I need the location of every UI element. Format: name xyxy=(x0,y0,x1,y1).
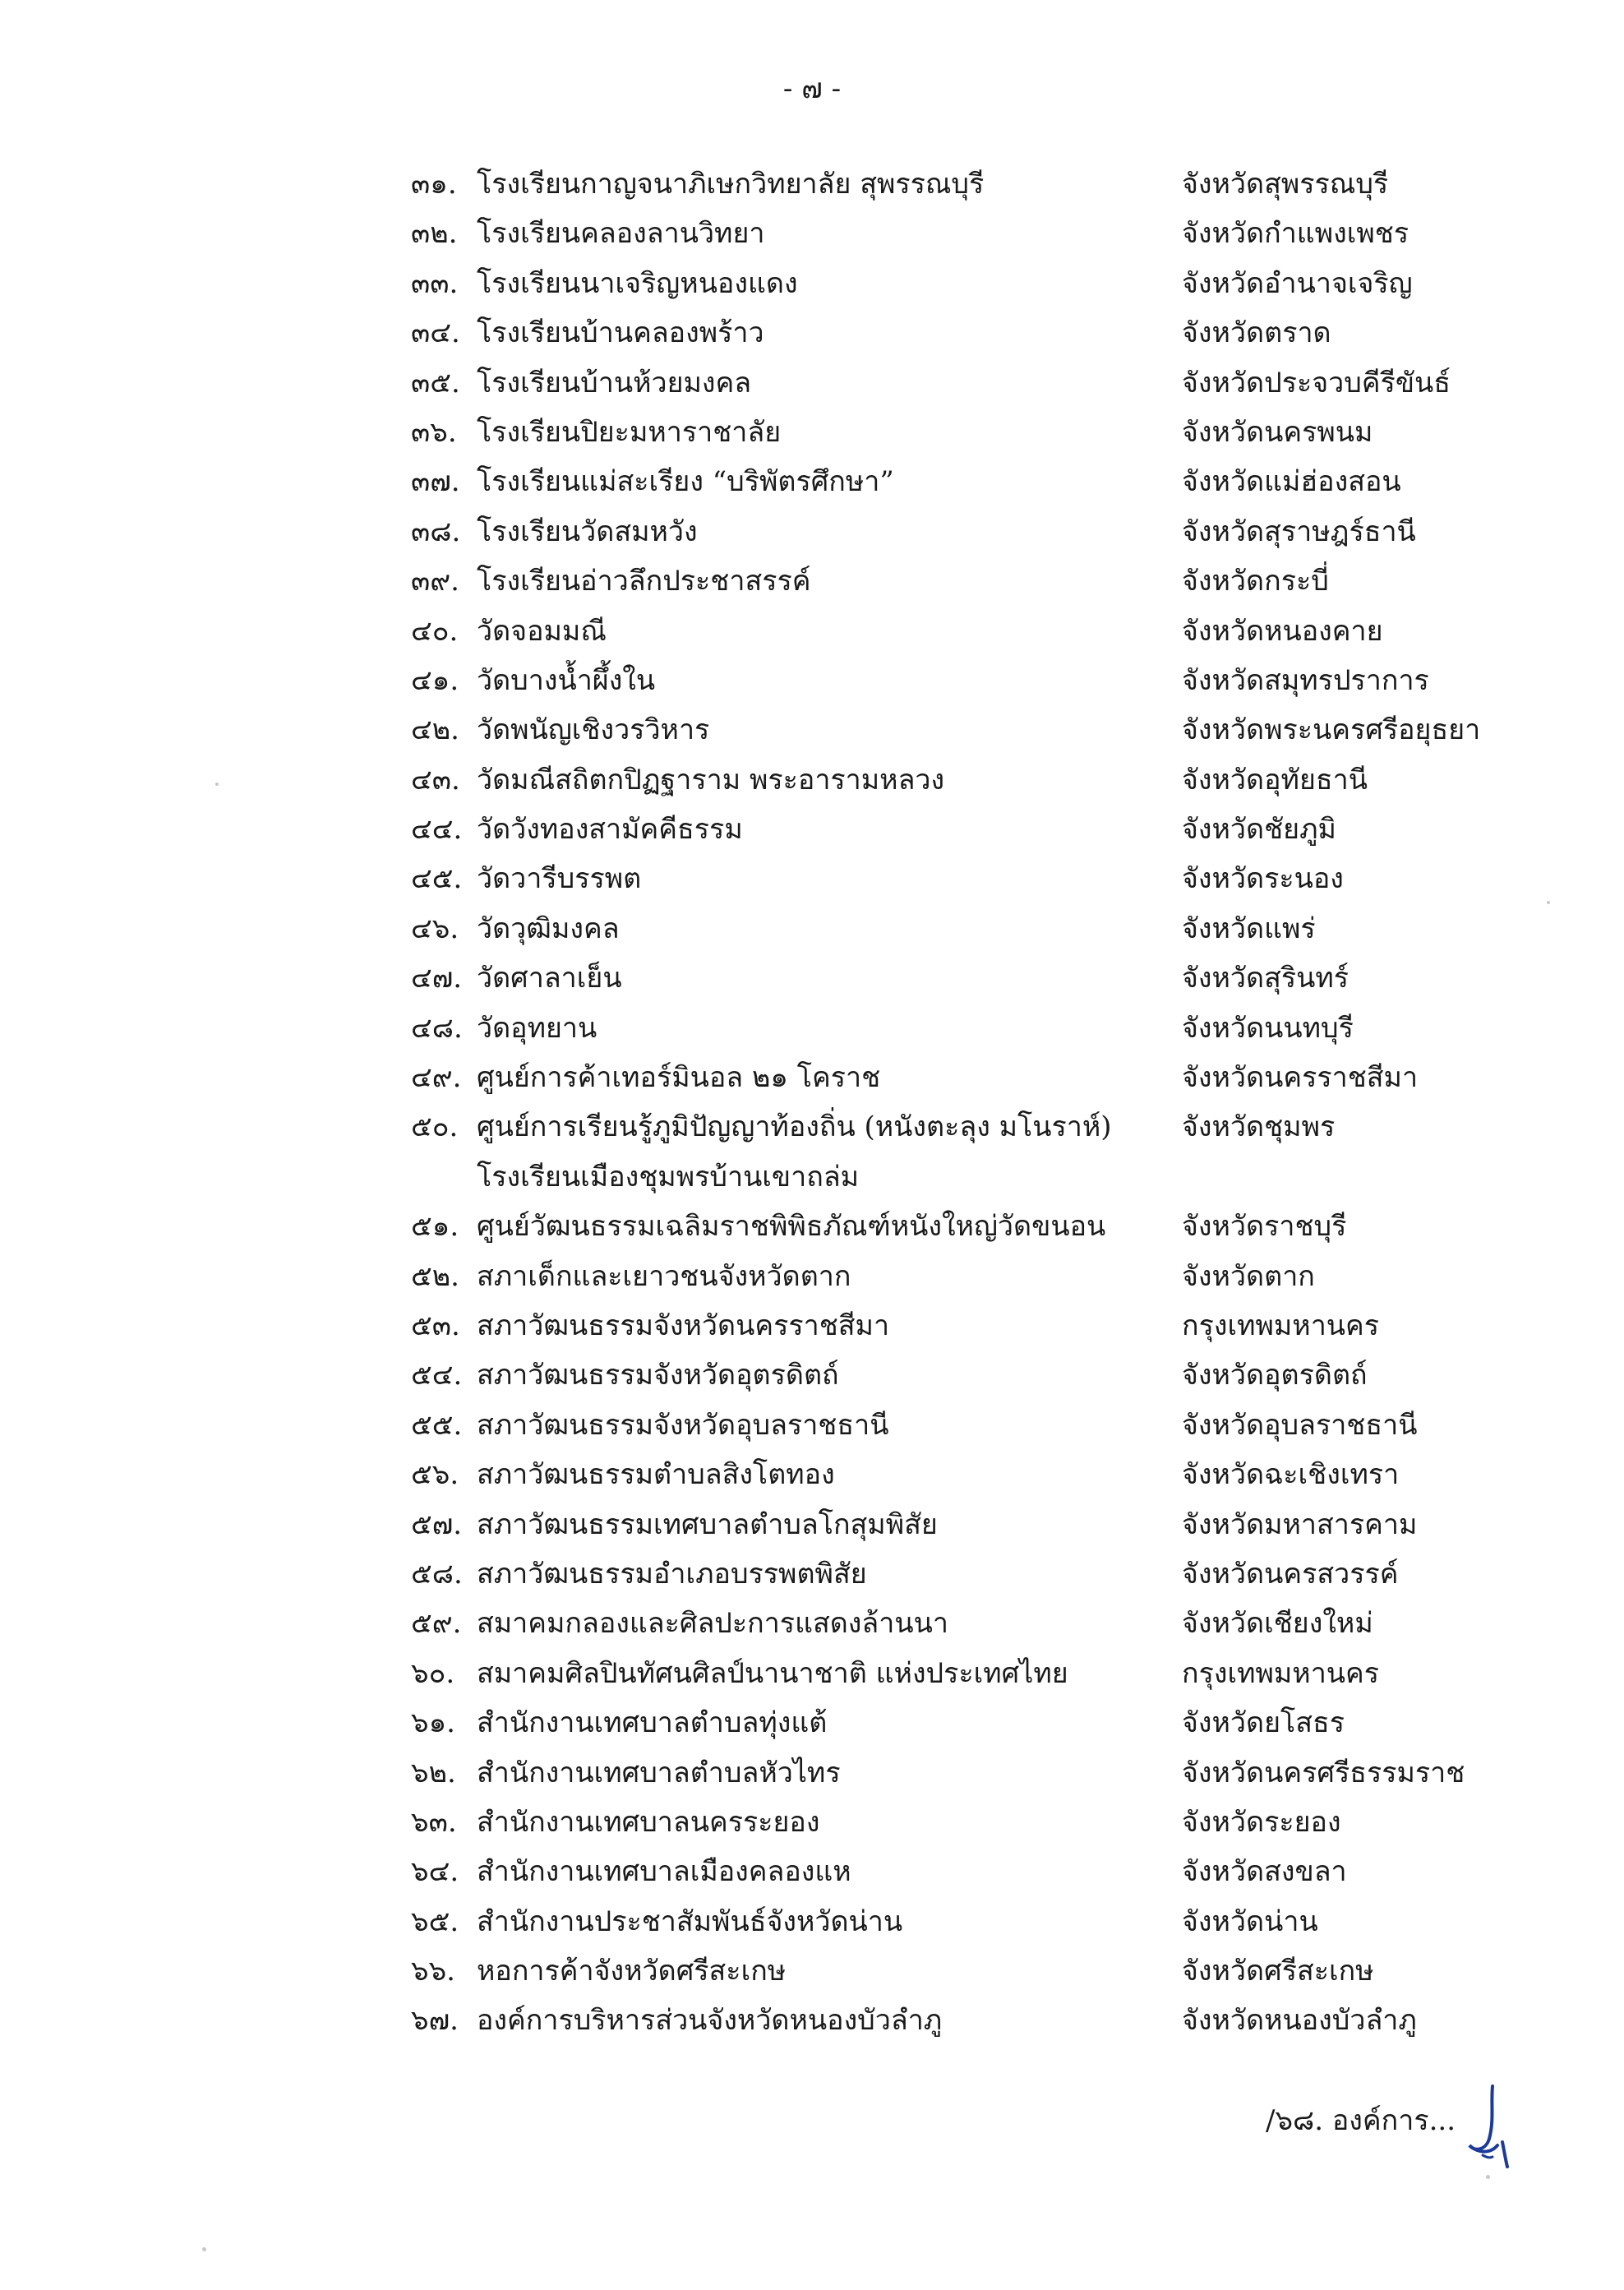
province-name: จังหวัดมหาสารคาม xyxy=(1182,1507,1418,1541)
item-number: ๔๔. xyxy=(411,813,463,847)
province-name: จังหวัดราชบุรี xyxy=(1182,1210,1347,1244)
organization-name: สำนักงานเทศบาลตำบลหัวไทร xyxy=(477,1756,841,1789)
item-number: ๕๒. xyxy=(411,1259,459,1293)
item-number: ๖๗. xyxy=(411,2004,459,2038)
province-name: จังหวัดสุพรรณบุรี xyxy=(1182,168,1389,201)
province-name: จังหวัดสงขลา xyxy=(1182,1855,1347,1889)
item-number: ๔๒. xyxy=(411,713,459,747)
organization-name: วัดอุทยาน xyxy=(477,1011,597,1045)
province-name: จังหวัดนครราชสีมา xyxy=(1182,1061,1419,1095)
item-number: ๔๘. xyxy=(411,1011,463,1045)
item-number: ๕๙. xyxy=(411,1607,462,1641)
list-item xyxy=(411,648,1578,697)
list-item xyxy=(411,1193,1578,1243)
organization-name: สำนักงานเทศบาลเมืองคลองแห xyxy=(477,1855,851,1889)
list-item xyxy=(411,1889,1578,1938)
organization-name: โรงเรียนวัดสมหวัง xyxy=(477,515,698,548)
item-number: ๓๘. xyxy=(411,515,461,548)
list-item xyxy=(411,1740,1578,1789)
organization-name: โรงเรียนบ้านคลองพร้าว xyxy=(477,316,764,350)
item-number: ๔๙. xyxy=(411,1061,462,1095)
item-number: ๓๑. xyxy=(411,168,457,201)
list-item xyxy=(411,399,1578,449)
province-name: จังหวัดหนองบัวลำภู xyxy=(1182,2004,1417,2038)
organization-name: สำนักงานเทศบาลนครระยอง xyxy=(477,1805,820,1839)
continuation-reference: /๖๘. องค์การ... xyxy=(1266,2104,1456,2137)
list-item xyxy=(411,945,1578,995)
organization-name: โรงเรียนคลองลานวิทยา xyxy=(477,217,765,251)
organization-name: สำนักงานเทศบาลตำบลทุ่งแต้ xyxy=(477,1706,828,1740)
list-item xyxy=(411,1442,1578,1491)
organization-name: วัดวารีบรรพต xyxy=(477,862,642,896)
list-item xyxy=(411,1541,1578,1591)
province-name: จังหวัดน่าน xyxy=(1182,1904,1318,1938)
item-number: ๕๓. xyxy=(411,1309,460,1342)
organization-name: หอการค้าจังหวัดศรีสะเกษ xyxy=(477,1955,787,1988)
scan-speck xyxy=(215,783,219,786)
item-number: ๓๗. xyxy=(411,465,460,499)
item-number: ๔๗. xyxy=(411,962,463,995)
organization-name: โรงเรียนปิยะมหาราชาลัย xyxy=(477,415,782,449)
province-name: จังหวัดชุมพร xyxy=(1182,1110,1336,1144)
item-number: ๖๓. xyxy=(411,1805,457,1839)
province-name: กรุงเทพมหานคร xyxy=(1182,1309,1380,1342)
scan-speck xyxy=(202,2247,206,2251)
list-item xyxy=(411,548,1578,598)
item-number: ๕๐. xyxy=(411,1110,459,1144)
list-item xyxy=(411,995,1578,1045)
organization-name: ศูนย์วัฒนธรรมเฉลิมราชพิพิธภัณฑ์หนังใหญ่วัดขนอน xyxy=(477,1210,1106,1244)
province-name: จังหวัดสมุทรปราการ xyxy=(1182,663,1429,697)
item-number: ๔๖. xyxy=(411,912,459,945)
organization-name: สภาเด็กและเยาวชนจังหวัดตาก xyxy=(477,1259,851,1293)
item-number: ๔๓. xyxy=(411,763,460,796)
entry-list xyxy=(411,151,1578,2038)
province-name: จังหวัดอุทัยธานี xyxy=(1182,763,1368,796)
province-name: จังหวัดนครศรีธรรมราช xyxy=(1182,1756,1465,1789)
list-item xyxy=(411,1293,1578,1342)
province-name: จังหวัดชัยภูมิ xyxy=(1182,813,1336,847)
organization-name: สภาวัฒนธรรมจังหวัดอุบลราชธานี xyxy=(477,1408,889,1442)
province-name: จังหวัดฉะเชิงเทรา xyxy=(1182,1458,1400,1492)
list-item xyxy=(411,1492,1578,1541)
item-number: ๖๕. xyxy=(411,1904,459,1938)
item-number: ๔๑. xyxy=(411,663,459,697)
list-item xyxy=(411,449,1578,498)
item-number: ๕๕. xyxy=(411,1408,463,1442)
organization-name: โรงเรียนบ้านห้วยมงคล xyxy=(477,366,752,399)
organization-name: สภาวัฒนธรรมจังหวัดนครราชสีมา xyxy=(477,1309,890,1342)
list-item xyxy=(411,846,1578,895)
province-name: จังหวัดระนอง xyxy=(1182,862,1344,896)
list-item xyxy=(411,1641,1578,1690)
organization-name: วัดจอมมณี xyxy=(477,614,607,648)
province-name: จังหวัดแพร่ xyxy=(1182,912,1316,945)
organization-name: องค์การบริหารส่วนจังหวัดหนองบัวลำภู xyxy=(477,2004,943,2038)
province-name: จังหวัดสุราษฎร์ธานี xyxy=(1182,515,1416,548)
organization-name: ศูนย์การค้าเทอร์มินอล ๒๑ โคราช xyxy=(477,1061,881,1095)
organization-name: สมาคมกลองและศิลปะการแสดงล้านนา xyxy=(477,1607,948,1641)
list-item xyxy=(411,747,1578,796)
province-name: จังหวัดนครพนม xyxy=(1182,415,1373,449)
item-number: ๓๔. xyxy=(411,316,460,350)
organization-name: วัดมณีสถิตกปิฏฐาราม พระอารามหลวง xyxy=(477,763,945,796)
item-number: ๕๖. xyxy=(411,1458,459,1492)
scan-speck xyxy=(1547,901,1550,904)
list-item xyxy=(411,1839,1578,1888)
list-item xyxy=(411,201,1578,250)
province-name: จังหวัดหนองคาย xyxy=(1182,614,1383,648)
list-item xyxy=(411,796,1578,846)
page-number: - ๗ - xyxy=(782,72,842,105)
list-item xyxy=(411,1392,1578,1442)
list-item xyxy=(411,1690,1578,1739)
item-number: ๓๓. xyxy=(411,266,459,300)
organization-name: สภาวัฒนธรรมเทศบาลตำบลโกสุมพิสัย xyxy=(477,1507,938,1541)
organization-name: วัดบางน้ำผึ้งใน xyxy=(477,663,656,697)
scan-speck xyxy=(1486,2175,1490,2179)
province-name: จังหวัดกำแพงเพชร xyxy=(1182,217,1409,251)
list-item xyxy=(411,1342,1578,1392)
province-name: กรุงเทพมหานคร xyxy=(1182,1656,1380,1690)
province-name: จังหวัดอุบลราชธานี xyxy=(1182,1408,1418,1442)
list-item xyxy=(411,1591,1578,1640)
list-item xyxy=(411,896,1578,945)
organization-name: โรงเรียนแม่สะเรียง “บริพัตรศึกษา” xyxy=(477,465,894,499)
organization-name: วัดศาลาเย็น xyxy=(477,962,622,995)
item-number: ๕๑. xyxy=(411,1210,459,1244)
list-item xyxy=(411,697,1578,746)
organization-name: สมาคมศิลปินทัศนศิลป์นานาชาติ แห่งประเทศไทย xyxy=(477,1656,1068,1690)
item-number: ๕๔. xyxy=(411,1359,463,1392)
province-name: จังหวัดพระนครศรีอยุธยา xyxy=(1182,713,1481,747)
item-number: ๖๒. xyxy=(411,1756,456,1789)
item-number: ๖๖. xyxy=(411,1955,455,1988)
item-number: ๓๕. xyxy=(411,366,460,399)
list-item xyxy=(411,1988,1578,2037)
province-name: จังหวัดตราด xyxy=(1182,316,1331,350)
province-name: จังหวัดอุตรดิตถ์ xyxy=(1182,1359,1368,1392)
list-item xyxy=(411,598,1578,648)
province-name: จังหวัดอำนาจเจริญ xyxy=(1182,266,1413,300)
province-name: จังหวัดระยอง xyxy=(1182,1805,1341,1839)
list-item xyxy=(411,350,1578,399)
organization-name: วัดวังทองสามัคคีธรรม xyxy=(477,813,743,847)
province-name: จังหวัดนนทบุรี xyxy=(1182,1011,1354,1045)
item-number: ๓๒. xyxy=(411,217,458,251)
province-name: จังหวัดเชียงใหม่ xyxy=(1182,1607,1373,1641)
organization-name: วัดพนัญเชิงวรวิหาร xyxy=(477,713,710,747)
province-name: จังหวัดสุรินทร์ xyxy=(1182,962,1349,995)
province-name: จังหวัดกระบี่ xyxy=(1182,565,1329,598)
list-item xyxy=(411,499,1578,548)
list-item-continuation xyxy=(411,1144,1578,1193)
province-name: จังหวัดศรีสะเกษ xyxy=(1182,1955,1374,1988)
list-item xyxy=(411,151,1578,201)
province-name: จังหวัดประจวบคีรีขันธ์ xyxy=(1182,366,1451,399)
organization-name: สภาวัฒนธรรมอำเภอบรรพตพิสัย xyxy=(477,1557,867,1591)
item-number: ๖๑. xyxy=(411,1706,455,1740)
organization-name: สภาวัฒนธรรมตำบลสิงโตทอง xyxy=(477,1458,835,1492)
item-number: ๔๐. xyxy=(411,614,459,648)
list-item xyxy=(411,1938,1578,1988)
organization-name: โรงเรียนกาญจนาภิเษกวิทยาลัย สุพรรณบุรี xyxy=(477,168,985,201)
organization-name: ศูนย์การเรียนรู้ภูมิปัญญาท้องถิ่น (หนังตะลุง มโนราห์) xyxy=(477,1110,1112,1144)
organization-name: โรงเรียนอ่าวลึกประชาสรรค์ xyxy=(477,565,811,598)
province-name: จังหวัดยโสธร xyxy=(1182,1706,1345,1740)
organization-name-continued: โรงเรียนเมืองชุมพรบ้านเขาถล่ม xyxy=(477,1160,860,1193)
list-item xyxy=(411,1244,1578,1293)
organization-name: สำนักงานประชาสัมพันธ์จังหวัดน่าน xyxy=(477,1904,903,1938)
province-name: จังหวัดตาก xyxy=(1182,1259,1315,1293)
list-item xyxy=(411,1094,1578,1143)
item-number: ๓๖. xyxy=(411,415,457,449)
province-name: จังหวัดแม่ฮ่องสอน xyxy=(1182,465,1401,499)
item-number: ๖๔. xyxy=(411,1855,459,1889)
list-item xyxy=(411,300,1578,349)
province-name: จังหวัดนครสวรรค์ xyxy=(1182,1557,1399,1591)
item-number: ๕๘. xyxy=(411,1557,463,1591)
list-item xyxy=(411,1789,1578,1839)
organization-name: โรงเรียนนาเจริญหนองแดง xyxy=(477,266,798,300)
list-item xyxy=(411,251,1578,300)
organization-name: วัดวุฒิมงคล xyxy=(477,912,620,945)
item-number: ๔๕. xyxy=(411,862,463,896)
item-number: ๖๐. xyxy=(411,1656,455,1690)
organization-name: สภาวัฒนธรรมจังหวัดอุตรดิตถ์ xyxy=(477,1359,839,1392)
list-item xyxy=(411,1045,1578,1094)
item-number: ๓๙. xyxy=(411,565,459,598)
item-number: ๕๗. xyxy=(411,1507,463,1541)
signature-mark xyxy=(1465,2081,1517,2172)
